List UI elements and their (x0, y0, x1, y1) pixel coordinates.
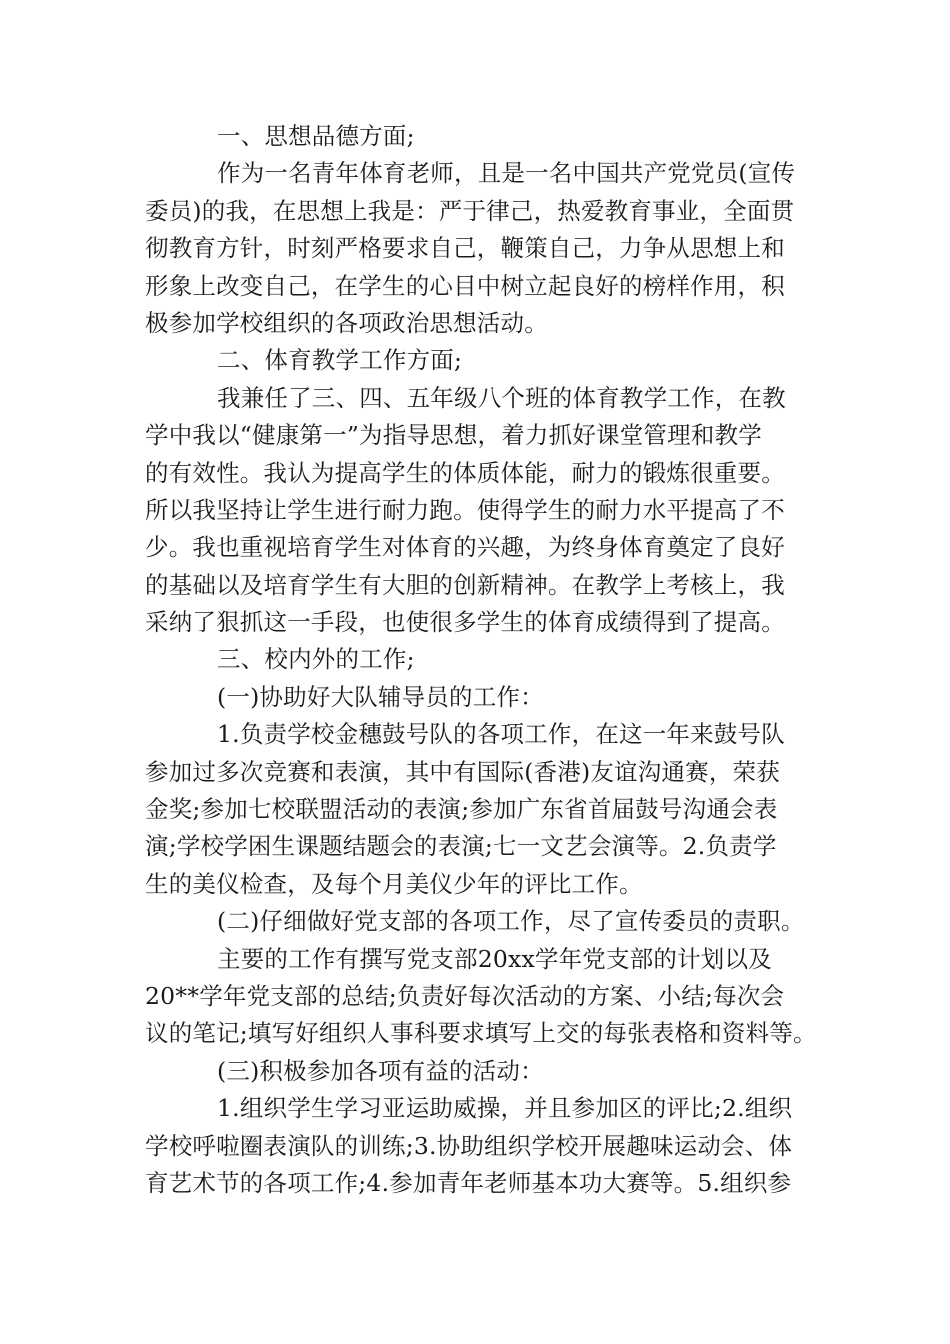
text-line: 议的笔记;填写好组织人事科要求填写上交的每张表格和资料等。 (145, 1019, 817, 1048)
text-line: 1.负责学校金穗鼓号队的各项工作，在这一年来鼓号队 (217, 720, 785, 749)
text-line: 我兼任了三、四、五年级八个班的体育教学工作，在教 (217, 383, 786, 412)
text-line: 委员)的我，在思想上我是：严于律己，热爱教育事业，全面贯 (145, 196, 795, 225)
text-line: 作为一名青年体育老师，且是一名中国共产党党员(宣传 (217, 159, 796, 188)
text-line: 20**学年党支部的总结;负责好每次活动的方案、小结;每次会 (145, 981, 785, 1010)
text-line: 1.组织学生学习亚运助威操，并且参加区的评比;2.组织 (217, 1094, 793, 1123)
text-line: 采纳了狠抓这一手段，也使很多学生的体育成绩得到了提高。 (145, 608, 785, 637)
text-line: 一、思想品德方面; (217, 122, 415, 150)
text-line: (一)协助好大队辅导员的工作： (217, 682, 544, 711)
text-line: 主要的工作有撰写党支部20xx学年党支部的计划以及 (217, 944, 772, 973)
text-line: 参加过多次竞赛和表演，其中有国际(香港)友谊沟通赛，荣获 (145, 757, 780, 786)
text-line: 金奖;参加七校联盟活动的表演;参加广东省首届鼓号沟通会表 (145, 795, 778, 824)
text-line: 少。我也重视培育学生对体育的兴趣，为终身体育奠定了良好 (145, 533, 785, 562)
text-line: 二、体育教学工作方面; (217, 346, 463, 375)
document-body (145, 118, 845, 1202)
text-line: 的有效性。我认为提高学生的体质体能，耐力的锻炼很重要。 (145, 458, 785, 487)
text-line: 育艺术节的各项工作;4.参加青年老师基本功大赛等。5.组织参 (145, 1168, 792, 1197)
text-line: 生的美仪检查，及每个月美仪少年的评比工作。 (145, 869, 643, 898)
text-line: 所以我坚持让学生进行耐力跑。使得学生的耐力水平提高了不 (145, 495, 785, 524)
text-line: 极参加学校组织的各项政治思想活动。 (145, 308, 548, 337)
text-line: 形象上改变自己，在学生的心目中树立起良好的榜样作用，积 (145, 271, 785, 300)
text-line: 学中我以“健康第一”为指导思想，着力抓好课堂管理和教学 (145, 421, 762, 450)
text-line: 三、校内外的工作; (217, 645, 415, 674)
text-line: (二)仔细做好党支部的各项工作，尽了宣传委员的责职。 (217, 907, 805, 936)
text-line: 的基础以及培育学生有大胆的创新精神。在教学上考核上，我 (145, 570, 785, 599)
text-line: 演;学校学困生课题结题会的表演;七一文艺会演等。2.负责学 (145, 832, 777, 861)
text-line: 学校呼啦圈表演队的训练;3.协助组织学校开展趣味运动会、体 (145, 1131, 793, 1160)
text-line: 彻教育方针，时刻严格要求自己，鞭策自己，力争从思想上和 (145, 234, 785, 263)
text-line: (三)积极参加各项有益的活动： (217, 1056, 544, 1085)
